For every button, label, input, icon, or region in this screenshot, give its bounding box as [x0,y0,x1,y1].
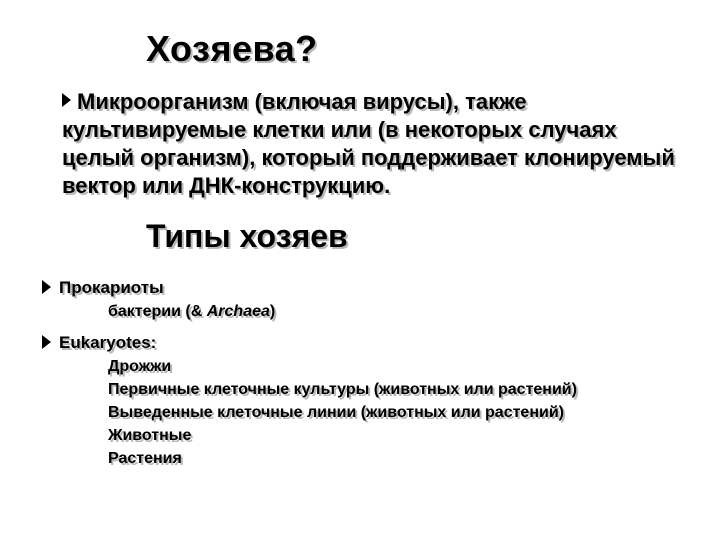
item-prefix: бактерии (& [108,303,207,320]
list-item [42,300,712,323]
group-label: Eukaryotes: [59,333,157,352]
definition-paragraph [62,88,682,200]
list-item: Растения [108,450,182,467]
list-item: Животные [108,427,192,444]
slide-title: Хозяева? [146,28,318,69]
list-item: Выведенные клеточные линии (животных или растений) [108,404,564,421]
host-types-list [42,276,712,470]
item-suffix: ) [269,303,276,320]
triangle-right-icon [62,93,71,107]
group-label: Прокариоты [59,278,164,297]
triangle-right-icon [42,335,51,349]
section-subtitle: Типы хозяев [146,218,348,254]
definition-text: Микроорганизм (включая вирусы), также культивируемые клетки или (в некоторых случаях целый организм), который поддерживает клонируемый вектор или ДНК-конструкцию. [62,89,675,198]
item-italic: Archaea [206,303,270,320]
group-prokaryotes [42,276,712,300]
list-item: Первичные клеточные культуры (животных или растений) [108,381,577,398]
list-item: Дрожжи [108,358,172,375]
group-eukaryotes [42,331,712,355]
triangle-right-icon [42,280,51,294]
